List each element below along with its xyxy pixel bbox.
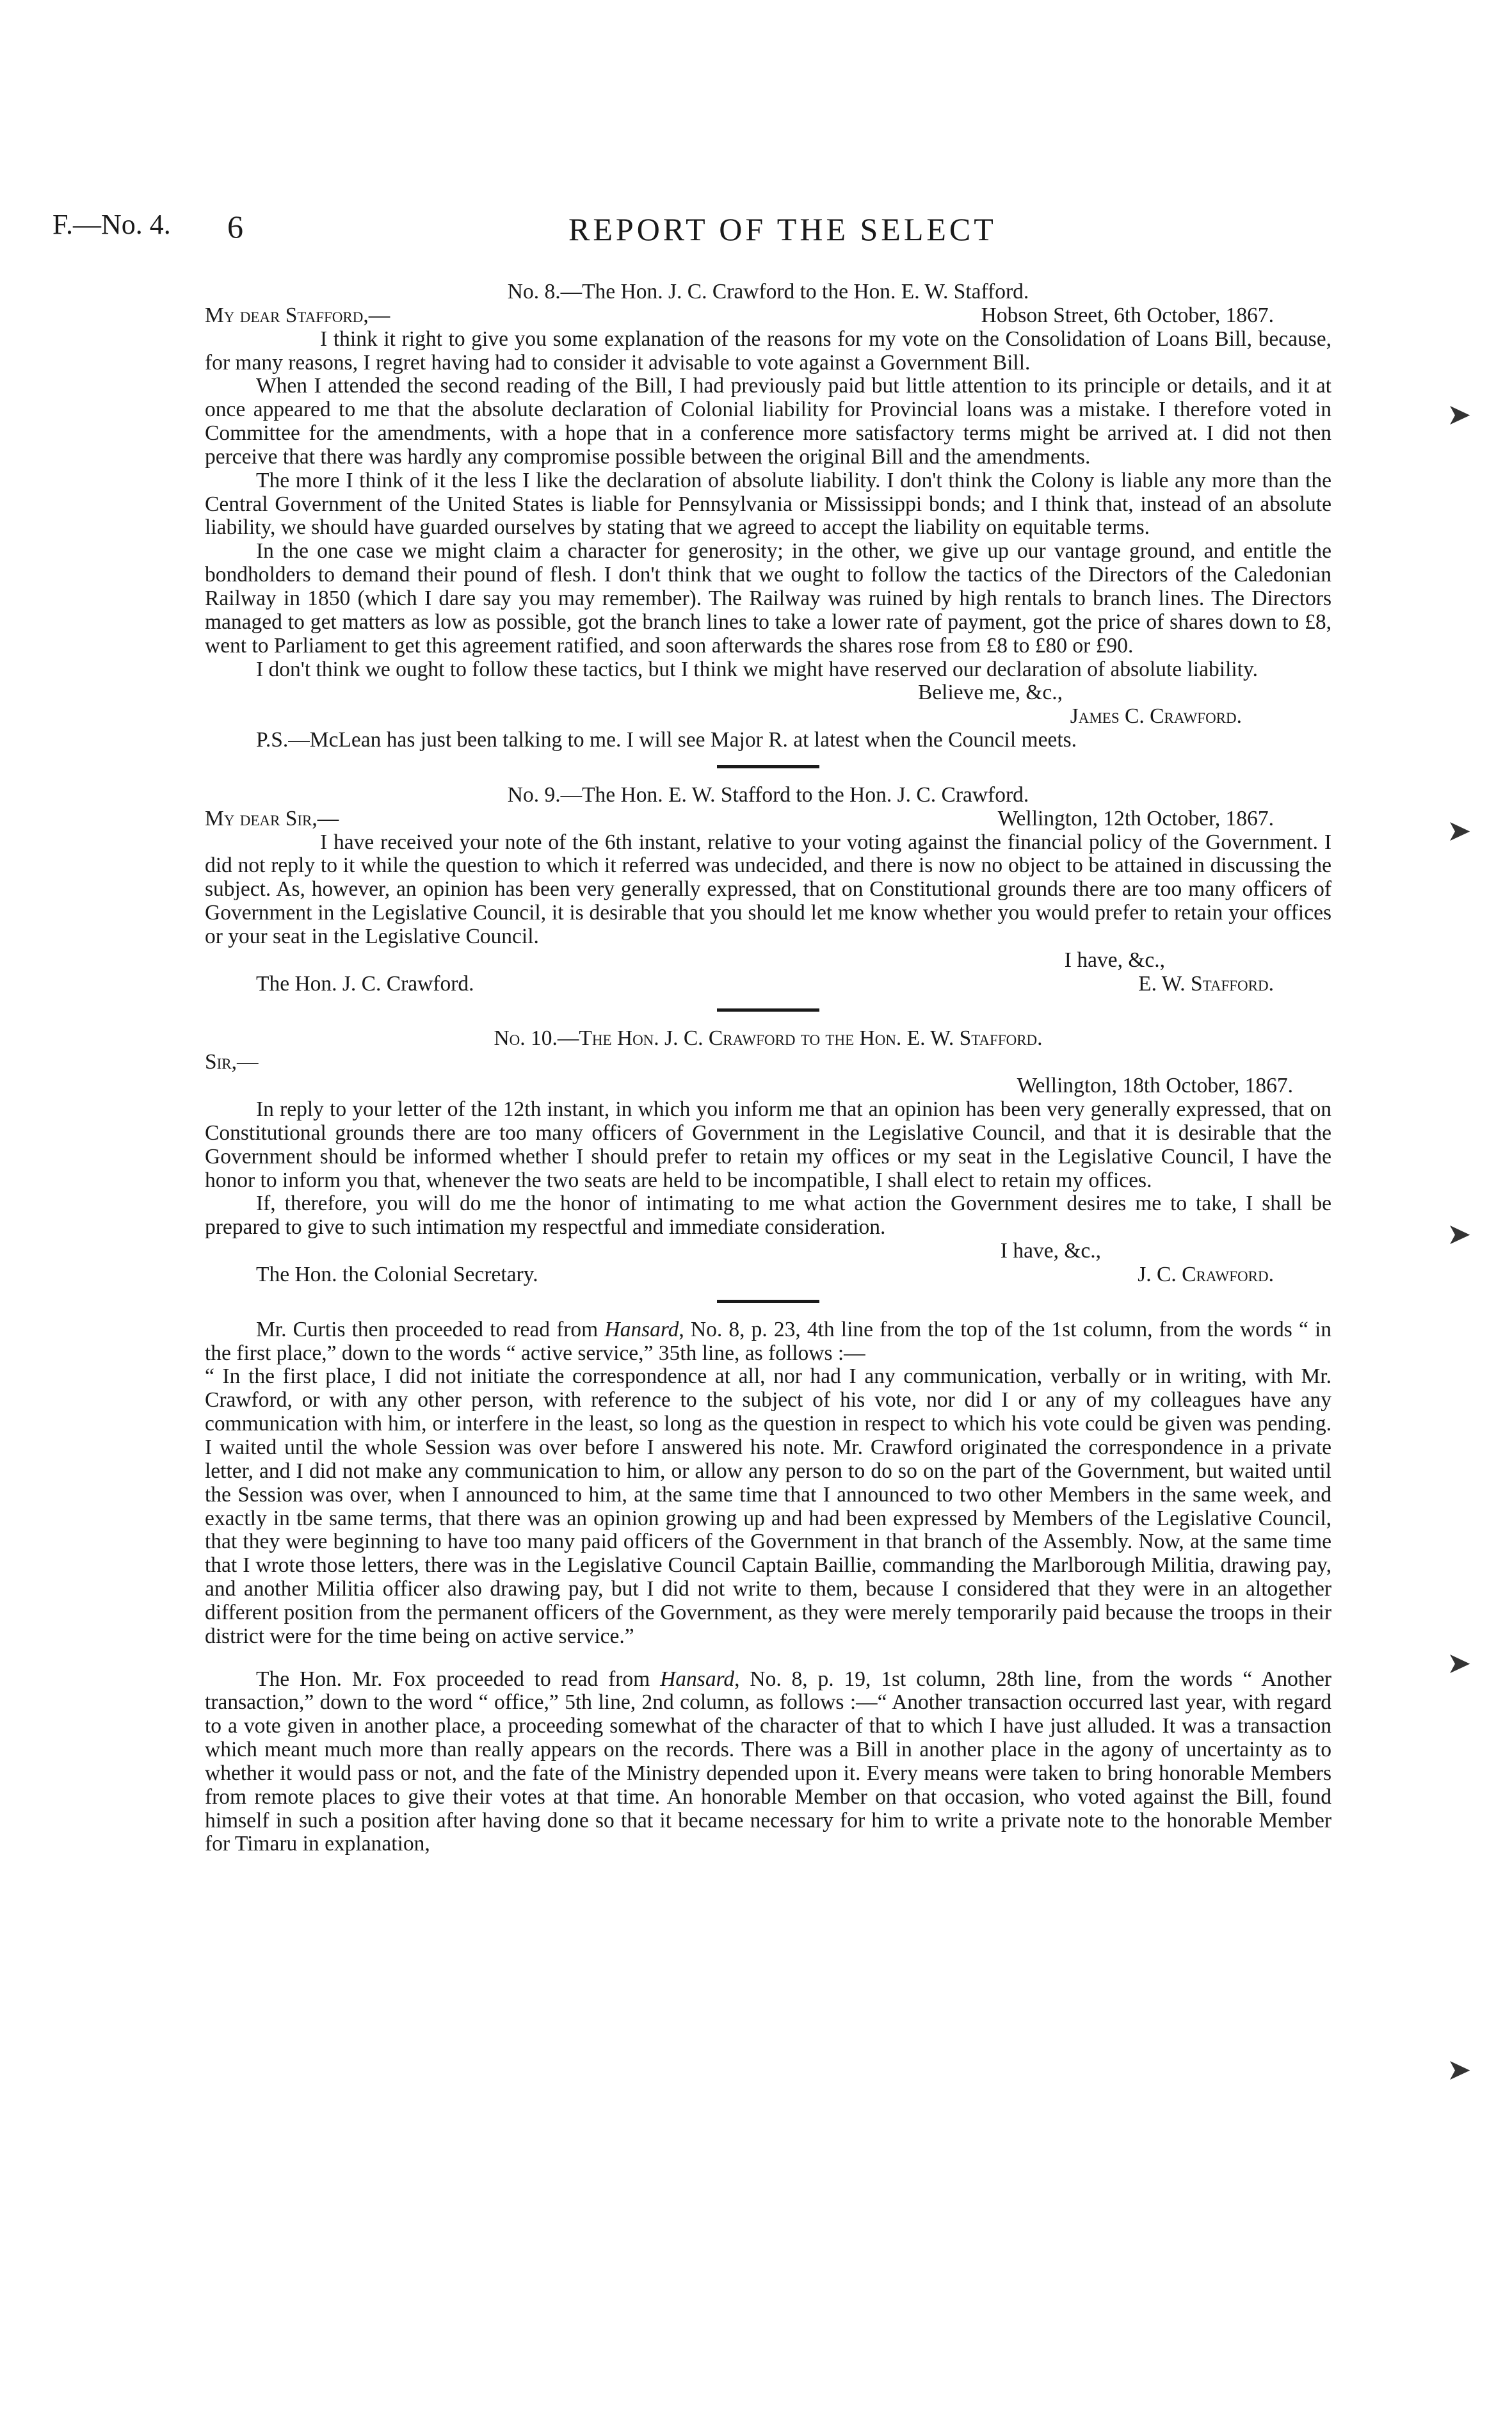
letter-9-signature: E. W. Stafford. bbox=[1138, 971, 1274, 996]
letter-8-postscript: P.S.—McLean has just been talking to me. I will see Major R. at latest when the Council meets. bbox=[256, 728, 1077, 752]
margin-mark-icon: ➤ bbox=[1447, 1218, 1472, 1250]
letter-8-paragraph: I don't think we ought to follow these tactics, but I think we might have reserved our declaration of absolute liability. bbox=[256, 657, 1258, 681]
fox-paragraph bbox=[205, 1668, 1331, 1857]
letter-9-salutation: My dear Sir,— bbox=[205, 806, 339, 830]
letter-8-paragraph: I think it right to give you some explanation of the reasons for my vote on the Consolidation of Loans Bill, because, for many reasons, I regret having had to consider it advisable to vote against a Government Bill. bbox=[205, 327, 1331, 375]
page-number: 6 bbox=[227, 209, 243, 245]
letter-9-address: Wellington, 12th October, 1867. bbox=[997, 806, 1274, 830]
margin-mark-icon: ➤ bbox=[1447, 2053, 1472, 2086]
curtis-intro bbox=[205, 1318, 1331, 1366]
letter-9-addressee: The Hon. J. C. Crawford. bbox=[256, 971, 474, 996]
letter-10-address: Wellington, 18th October, 1867. bbox=[1017, 1074, 1293, 1098]
hansard-title: Hansard bbox=[604, 1317, 679, 1341]
hansard-title: Hansard bbox=[660, 1667, 735, 1691]
letter-10-closing: I have, &c., bbox=[1000, 1239, 1101, 1263]
letter-8-heading: No. 8.—The Hon. J. C. Crawford to the Hon. E. W. Stafford. bbox=[507, 280, 1029, 303]
fox-intro-text: The Hon. Mr. Fox proceeded to read from bbox=[256, 1667, 661, 1691]
section-divider bbox=[717, 1300, 819, 1303]
curtis-intro-text: Mr. Curtis then proceeded to read from bbox=[256, 1317, 605, 1341]
letter-9-paragraph: I have received your note of the 6th instant, relative to your voting against the financial policy of the Government. I did not reply to it while the question to which it referred was undecided, and there is now no object to be attained in discussing the subject. As, however, an opinion has been very generally expressed, that on Constitutional grounds there are too many officers of Government in the Legislative Council, it is desirable that you should let me know whether you would prefer to retain your offices or your seat in the Legislative Council. bbox=[205, 830, 1331, 948]
letter-9-opening bbox=[205, 807, 1331, 831]
margin-mark-icon: ➤ bbox=[1447, 398, 1472, 431]
letter-10-opening bbox=[205, 1051, 1331, 1074]
running-title: REPORT OF THE SELECT bbox=[568, 211, 997, 247]
letter-8-salutation: My dear Stafford,— bbox=[205, 303, 390, 327]
margin-mark-icon: ➤ bbox=[1447, 814, 1472, 847]
letter-9-footer bbox=[205, 973, 1331, 996]
letter-10-footer bbox=[205, 1263, 1331, 1287]
letter-8-opening bbox=[205, 304, 1331, 328]
letter-8-closing: Believe me, &c., bbox=[917, 681, 1063, 705]
letter-10-heading: No. 10.—The Hon. J. C. Crawford to the Hon. E. W. Stafford. bbox=[494, 1026, 1043, 1051]
letter-10-salutation: Sir,— bbox=[205, 1050, 259, 1074]
page-header bbox=[0, 208, 1512, 259]
letter-9-heading: No. 9.—The Hon. E. W. Stafford to the Hon. J. C. Crawford. bbox=[507, 782, 1029, 807]
letter-8-paragraph: When I attended the second reading of the Bill, I had previously paid but little attention to its principle or details, and it at once appeared to me that the absolute declaration of Colonial liability for Provincial loans was a mistake. I therefore voted in Committee for the amendments, with a hope that in a conference more satisfactory terms might be arrived at. I did not then perceive that there was hardly any compromise possible between the original Bill and the amendments. bbox=[205, 374, 1331, 469]
curtis-quote: “ In the first place, I did not initiate the correspondence at all, nor had I any communication, verbally or in writing, with Mr. Crawford, or with any other person, with reference to the subject of his vote, nor did I or any of my colleagues have any communication with him, or interfere in the least, so long as the question in respect to which his vote could be given was pending. I waited until the whole Session was over before I answered his note. Mr. Crawford originated the correspondence in a private letter, and I did not make any communication to him, or allow any person to do so on the part of the Government, but waited until the Session was over, when I announced to him, at the same time that I announced to two other Members in the same week, and exactly in tbe same terms, that there was an opinion growing up and had been expressed by Members of the Legislative Council, that they were beginning to have too many paid officers of the Government in that branch of the Assembly. Now, at the same time that I wrote those letters, there was in the Legislative Council Captain Baillie, commanding the Marlborough Militia, drawing pay, and another Militia officer also drawing pay, but I did not write to them, because I considered that they were in an altogether different position from the permanent officers of the Government, as they were merely temporarily paid because the troops in their district were for the time being on active service.” bbox=[205, 1364, 1331, 1648]
fox-body-text: , No. 8, p. 19, 1st column, 28th line, from the words “ Another transaction,” down to the word “ office,” 5th line, 2nd column, as follows :—“ Another transaction occurred last year, with regard to a vote given in another place, a proceeding somewhat of the character of that to which I have just alluded. It was a transaction which meant much more than really appears on the records. There was a Bill in another place in the agony of uncertainty as to whether it would pass or not, and the fate of the Ministry depended upon it. Every means were taken to bring honorable Members from remote places to give their votes at that time. An honorable Member on that occasion, who voted against the Bill, found himself in such a position after having done so that it became necessary for him to write a private note to the honorable Member for Timaru in explanation, bbox=[205, 1667, 1332, 1856]
letter-10-signature: J. C. Crawford. bbox=[1138, 1262, 1274, 1286]
letter-10-paragraph: If, therefore, you will do me the honor of intimating to me what action the Government desires me to take, I shall be prepared to give to such intimation my respectful and immediate consideration. bbox=[205, 1192, 1331, 1240]
margin-mark-icon: ➤ bbox=[1447, 1647, 1472, 1679]
letter-8-paragraph: The more I think of it the less I like the declaration of absolute liability. I don't think the Colony is liable any more than the Central Government of the United States is liable for Pennsylvania or Mississippi bonds; and I think that, instead of an absolute liability, we should have guarded ourselves by stating that we agreed to accept the liability on equitable terms. bbox=[205, 468, 1331, 540]
letter-8-paragraph: In the one case we might claim a character for generosity; in the other, we give up our vantage ground, and entitle the bondholders to demand their pound of flesh. I don't think that we ought to follow the tactics of the Directors of the Caledonian Railway in 1850 (which I dare say you may remember). The Railway was ruined by high rentals to branch lines. The Directors managed to get matters as low as possible, got the branch lines to take a lower rate of payment, got the price of shares down to £8, went to Parliament to get this agreement ratified, and soon afterwards the shares rose from £8 to £80 or £90. bbox=[205, 539, 1331, 658]
letter-9-closing: I have, &c., bbox=[1064, 948, 1165, 972]
section-divider bbox=[717, 765, 819, 768]
letter-8-signature: James C. Crawford. bbox=[1070, 704, 1242, 729]
document-body bbox=[205, 275, 1331, 1856]
curtis-intro-text: , No. 8, p. 23, 4th line from the top of the 1st column, from the words “ in the first place,” down to the words “ active service,” 35th line, as follows :— bbox=[205, 1317, 1331, 1365]
document-reference: F.—No. 4. bbox=[52, 209, 171, 240]
letter-10-paragraph: In reply to your letter of the 12th instant, in which you inform me that an opinion has been very generally expressed, that on Constitutional grounds there are too many officers of Government in the Legislative Council, and that it is desirable that the Government should be informed whether I should prefer to retain my offices or my seat in the Legislative Council, I have the honor to inform you that, whenever the two seats are held to be incompatible, I shall elect to retain my offices. bbox=[205, 1097, 1331, 1192]
paragraph-gap bbox=[205, 1649, 1331, 1668]
letter-10-addressee: The Hon. the Colonial Secretary. bbox=[256, 1262, 538, 1286]
section-divider bbox=[717, 1008, 819, 1012]
letter-8-address: Hobson Street, 6th October, 1867. bbox=[981, 303, 1274, 327]
